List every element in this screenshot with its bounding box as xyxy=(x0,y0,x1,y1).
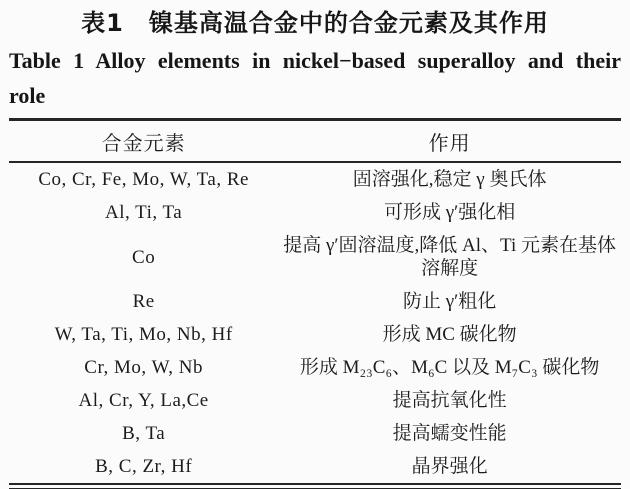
table-row xyxy=(9,351,621,384)
role-cell: 固溶强化,稳定 γ 奥氏体 xyxy=(352,169,547,190)
elements-cell: W, Ta, Ti, Mo, Nb, Hf xyxy=(54,324,233,345)
role-cell: 提高蠕变性能 xyxy=(392,423,507,444)
role-cell: 防止 γ′粗化 xyxy=(402,291,497,312)
table-caption-en: Table 1 Alloy elements in nickel−based superalloy and their role xyxy=(9,48,621,108)
elements-cell: B, Ta xyxy=(122,423,166,444)
table-header-row xyxy=(9,120,621,163)
alloy-elements-table xyxy=(9,118,621,483)
table-row xyxy=(9,285,621,318)
column-header-elements: 合金元素 xyxy=(9,120,278,163)
elements-cell: B, C, Zr, Hf xyxy=(95,456,193,477)
table-bottom-rule xyxy=(9,483,621,489)
elements-cell: Al, Ti, Ta xyxy=(105,202,183,223)
table-row xyxy=(9,196,621,229)
elements-cell: Cr, Mo, W, Nb xyxy=(84,357,203,378)
column-header-role: 作用 xyxy=(278,120,621,163)
table-row xyxy=(9,318,621,351)
table-row xyxy=(9,450,621,483)
table-caption-zh: 表1 镍基高温合金中的合金元素及其作用 xyxy=(81,9,549,37)
role-cell: 形成 M₂₃C₆、M₆C 以及 M₇C₃ 碳化物 xyxy=(299,357,600,378)
elements-cell: Al, Cr, Y, La,Ce xyxy=(78,390,209,411)
elements-cell: Re xyxy=(132,291,155,312)
table-row xyxy=(9,162,621,196)
table-row xyxy=(9,417,621,450)
elements-cell: Co xyxy=(132,246,156,268)
role-cell: 提高抗氧化性 xyxy=(392,390,507,411)
role-cell: 形成 MC 碳化物 xyxy=(382,324,517,345)
elements-cell: Co, Cr, Fe, Mo, W, Ta, Re xyxy=(38,169,249,190)
table-row xyxy=(9,384,621,417)
table-row xyxy=(9,229,621,285)
role-cell: 可形成 γ′强化相 xyxy=(383,202,516,223)
role-cell: 提高 γ′固溶温度,降低 Al、Ti 元素在基体溶解度 xyxy=(283,235,617,279)
role-cell: 晶界强化 xyxy=(411,456,488,477)
